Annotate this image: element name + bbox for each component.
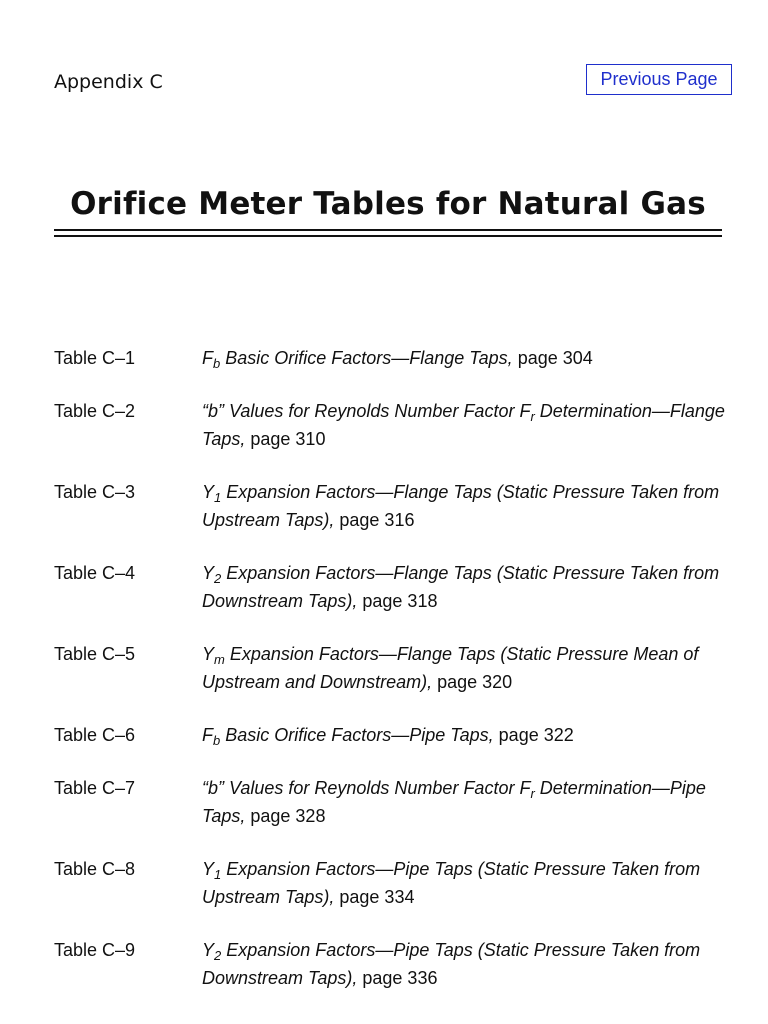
appendix-label: Appendix C — [54, 71, 163, 93]
table-list-item — [54, 397, 734, 453]
table-description — [202, 640, 734, 696]
table-symbol: Y — [202, 563, 215, 583]
table-number: Table C–1 — [54, 348, 136, 368]
table-title-text: “b” Values for Reynolds Number Factor F — [202, 778, 531, 798]
table-title — [202, 563, 719, 611]
table-number: Table C–9 — [54, 940, 136, 960]
table-title-text: Basic Orifice Factors—Pipe Taps, — [220, 725, 494, 745]
table-title-text-cont: Determination—Flange Taps, — [202, 401, 725, 449]
table-description — [202, 397, 734, 453]
table-symbol: F — [202, 725, 213, 745]
table-number: Table C–5 — [54, 644, 136, 664]
table-list-item — [54, 344, 734, 372]
table-title — [202, 482, 719, 530]
table-number: Table C–2 — [54, 401, 136, 421]
table-page: page 322 — [493, 725, 574, 745]
table-title — [202, 725, 494, 748]
table-page: page 336 — [357, 968, 438, 988]
table-page: page 320 — [432, 672, 513, 692]
table-symbol: Y — [202, 482, 215, 502]
table-description — [202, 855, 734, 911]
table-title-text: Expansion Factors—Pipe Taps (Static Pressure Taken from Downstream Taps), — [202, 940, 701, 988]
table-list-item — [54, 936, 734, 992]
table-number: Table C–7 — [54, 778, 136, 798]
table-description — [202, 478, 734, 534]
table-title-text: Expansion Factors—Flange Taps (Static Pressure Taken from Downstream Taps), — [202, 563, 720, 611]
table-title-text: “b” Values for Reynolds Number Factor F — [202, 401, 531, 421]
table-list — [54, 344, 734, 1017]
table-title — [202, 940, 700, 988]
table-page: page 304 — [512, 348, 593, 368]
table-number: Table C–6 — [54, 725, 136, 745]
table-title-text: Expansion Factors—Pipe Taps (Static Pressure Taken from Upstream Taps), — [202, 859, 701, 907]
table-title-subscript: r — [530, 786, 535, 801]
table-number: Table C–8 — [54, 859, 136, 879]
table-list-item — [54, 559, 734, 615]
table-title-text-cont: Determination—Pipe Taps, — [202, 778, 706, 826]
table-description — [202, 936, 734, 992]
table-symbol-subscript: 2 — [214, 948, 222, 963]
table-description — [202, 721, 734, 749]
table-symbol-subscript: b — [213, 733, 221, 748]
table-symbol-subscript: m — [214, 652, 225, 667]
table-list-item — [54, 721, 734, 749]
table-symbol-subscript: 2 — [214, 571, 222, 586]
table-symbol-subscript: 1 — [214, 867, 222, 882]
table-list-item — [54, 855, 734, 911]
table-description — [202, 774, 734, 830]
table-title-subscript: r — [530, 409, 535, 424]
table-page: page 316 — [334, 510, 415, 530]
table-title-text: Expansion Factors—Flange Taps (Static Pressure Mean of Upstream and Downstream), — [202, 644, 699, 692]
title-rule-top — [54, 229, 722, 231]
table-title — [202, 348, 513, 371]
page-title: Orifice Meter Tables for Natural Gas — [70, 186, 706, 222]
table-title-text: Expansion Factors—Flange Taps (Static Pressure Taken from Upstream Taps), — [202, 482, 720, 530]
table-list-item — [54, 640, 734, 696]
table-symbol: Y — [202, 644, 215, 664]
table-title-text: Basic Orifice Factors—Flange Taps, — [220, 348, 513, 368]
table-symbol: F — [202, 348, 213, 368]
table-symbol: Y — [202, 940, 215, 960]
title-rule-bottom — [54, 235, 722, 237]
table-page: page 334 — [334, 887, 415, 907]
table-description — [202, 559, 734, 615]
table-page: page 328 — [245, 806, 326, 826]
table-symbol: Y — [202, 859, 215, 879]
previous-page-button[interactable]: Previous Page — [586, 64, 732, 95]
table-list-item — [54, 478, 734, 534]
table-number: Table C–4 — [54, 563, 136, 583]
table-list-item — [54, 774, 734, 830]
table-page: page 310 — [245, 429, 326, 449]
table-page: page 318 — [357, 591, 438, 611]
table-number: Table C–3 — [54, 482, 136, 502]
table-symbol-subscript: b — [213, 356, 221, 371]
table-description — [202, 344, 734, 372]
table-title — [202, 859, 700, 907]
table-symbol-subscript: 1 — [214, 490, 222, 505]
